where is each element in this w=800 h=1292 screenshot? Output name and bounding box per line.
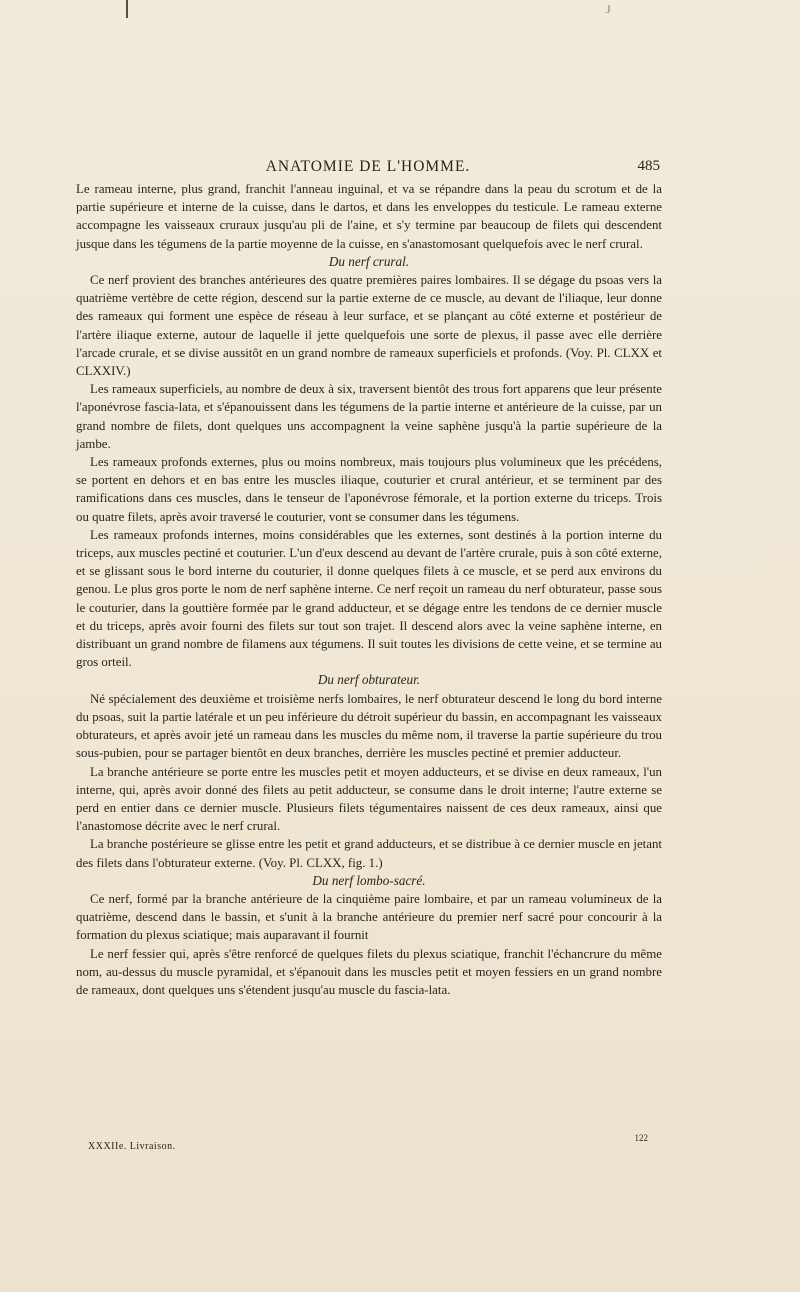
body-text — [76, 180, 662, 999]
section-title-crural: Du nerf crural. — [328, 253, 410, 269]
paragraph: La branche antérieure se porte entre les muscles petit et moyen adducteurs, et se divise en deux rameaux, l'un interne, qui, après avoir donné des filets au petit adducteur, se consume dans le droit interne; l'autre externe se perd en entier dans ce dernier muscle. Plusieurs filets tégumentaires naissent de ces deux rameaux, ainsi que l'anastomose décrite avec le nerf crural. — [76, 764, 662, 834]
paragraph: Les rameaux superficiels, au nombre de deux à six, traversent bientôt des trous fort apparens que leur présente l'aponévrose fascia-lata, et s'épanouissent dans les tégumens de la partie interne et antérieure de la cuisse, par un grand nombre de filets, dont quelques uns accompagnent la veine saphène jusqu'à la partie supérieure de la jambe. — [76, 382, 662, 451]
page-edge-mark — [126, 0, 128, 18]
sheet-number: 122 — [634, 1133, 648, 1143]
paragraph: Ce nerf, formé par la branche antérieure de la cinquième paire lombaire, et par un rameau volumineux de la quatrième, descend dans le bassin, et s'unit à la branche antérieure du premier nerf sacré pour concourir à la formation du plexus sciatique; mais auparavant il fournit — [76, 891, 662, 943]
paragraph: Ce nerf provient des branches antérieures des quatre premières paires lombaires. Il se dégage du psoas vers la quatrième vertèbre de cette région, descend sur la partie externe de ce muscle, au devant de l'iliaque, leur donne des rameaux qui forment une espèce de réseau à leur surface, et se plançant au côté externe et postérieur de l'artère iliaque externe, autour de laquelle il jette quelquefois une sorte de plexus, il passe avec elle derrière l'arcade crurale, et se divise aussitôt en un grand nombre de rameaux superficiels et profonds. (Voy. Pl. CLXX et CLXXIV.) — [76, 273, 662, 379]
section-title-obturateur: Du nerf obturateur. — [317, 672, 421, 688]
paragraph: Né spécialement des deuxième et troisième nerfs lombaires, le nerf obturateur descend le long du bord interne du psoas, suit la partie latérale et un peu inférieure du détroit supérieur du bassin, en accompagnant les vaisseaux obturateurs, et après avoir jeté un rameau dans les muscles du même nom, il traverse la partie supérieure du trou sous-pubien, pour se partager bientôt en deux branches, derrière les muscles pectiné et premier adducteur. — [76, 691, 662, 761]
corner-pencil-mark: J — [606, 2, 611, 16]
page-number: 485 — [637, 158, 660, 174]
running-title: ANATOMIE DE L'HOMME. — [265, 158, 471, 175]
page-header — [76, 158, 660, 180]
page-footer — [88, 1133, 648, 1157]
paragraph: La branche postérieure se glisse entre les petit et grand adducteurs, et se distribue à ce dernier muscle en jetant des filets dans l'obturateur externe. (Voy. Pl. CLXX, fig. 1.) — [76, 837, 662, 870]
paragraph: Le nerf fessier qui, après s'être renforcé de quelques filets du plexus sciatique, franchit l'échancrure du même nom, au-dessus du muscle pyramidal, et s'épanouit dans les muscles petit et moyen fessiers en un grand nombre de rameaux, dont quelques uns s'étendent jusqu'au muscle du fascia-lata. — [76, 946, 662, 997]
paragraph: Les rameaux profonds externes, plus ou moins nombreux, mais toujours plus volumineux que les précédens, se portent en dehors et en bas entre les muscles iliaque, couturier et crural antérieur, et se terminent par des ramifications dans ces muscles, dans le tenseur de l'aponévrose fémorale, et la portion externe du triceps. Trois ou quatre filets, après avoir traversé le couturier, vont se consumer dans les tégumens. — [76, 455, 662, 524]
signature-mark: XXXIIe. Livraison. — [88, 1141, 176, 1152]
section-title-lombo-sacre: Du nerf lombo-sacré. — [312, 872, 426, 888]
paragraph: Les rameaux profonds internes, moins considérables que les externes, sont destinés à la portion interne du triceps, aux muscles pectiné et couturier. L'un d'eux descend au devant de l'artère crurale, puis à son côté externe, et se glissant sous le bord interne du couturier, il donne quelques filets à ce muscle, et se perd aux environs du genou. Le plus gros porte le nom de nerf saphène interne. Ce nerf reçoit un rameau du nerf obturateur, passe sous le couturier, dans la gouttière formée par le grand adducteur, et se dégage entre les tendons de ce dernier muscle et du triceps, après avoir fourni des filets sur tout son trajet. Il descend alors avec la veine saphène interne, en distribuant un grand nombre de filamens aux tégumens. Il suit toutes les divisions de cette veine, et se termine au gros orteil. — [76, 527, 662, 670]
paragraph: Le rameau interne, plus grand, franchit l'anneau inguinal, et va se répandre dans la peau du scrotum et de la partie supérieure et interne de la cuisse, dans le dartos, et dans les enveloppes du testicule. Le rameau externe accompagne les vaisseaux cruraux jusqu'au pli de l'aine, et s'y termine par beaucoup de filets qui descendent jusque dans les tégumens de la partie moyenne de la cuisse, en s'anastomosant quelquefois avec le nerf crural. — [76, 182, 662, 251]
